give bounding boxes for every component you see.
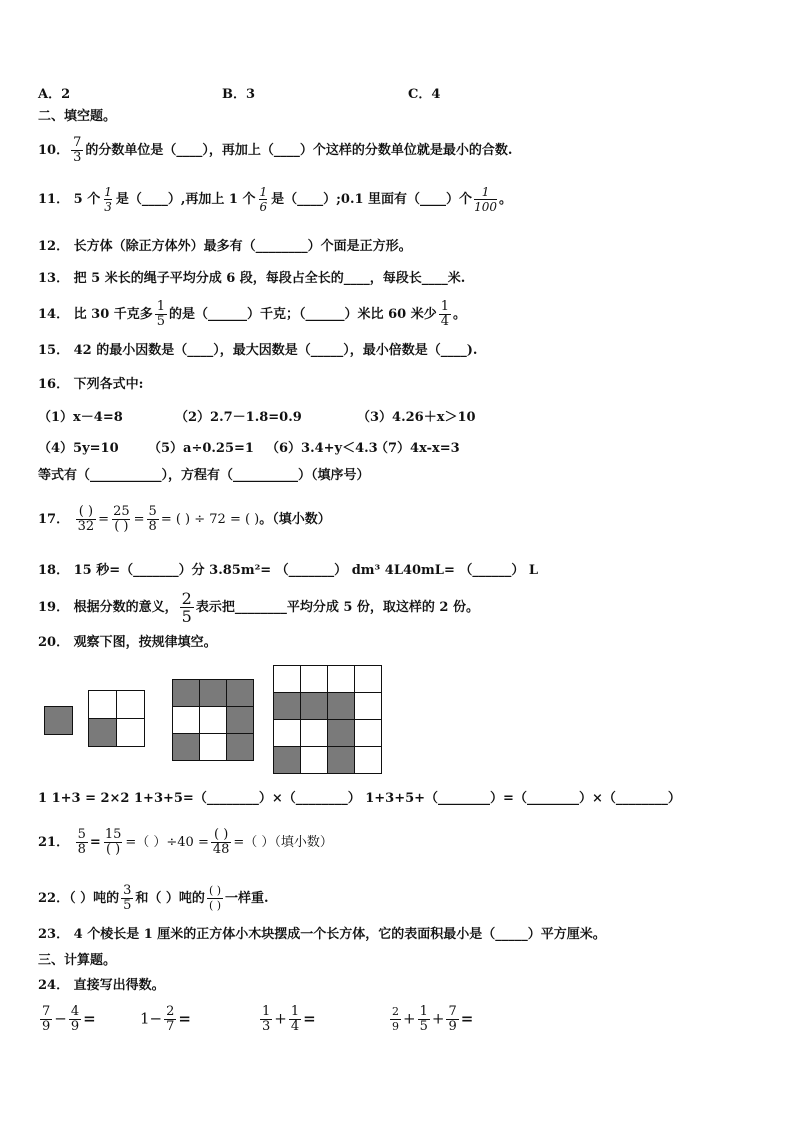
q22-fraction-1: $\frac{3}{5}$	[123, 883, 132, 913]
calc-expression-4: $\frac{2}{9}$ + $\frac{1}{5}$ + $\frac{7}{9}$ =	[392, 1004, 474, 1034]
pattern-cell	[227, 707, 254, 734]
pattern-cell	[173, 707, 200, 734]
calc-fraction: $\frac{1}{3}$	[262, 1004, 271, 1034]
q16-item-2: （2）2.7－1.8=0.9	[175, 410, 302, 425]
question-17: 17． $\frac{( )}{32}$ = $\frac{25}{( )}$ = $\frac{5}{8}$ = ( ) ÷ 72 = ( )。（填小数）	[38, 504, 331, 534]
q14-fraction-1: $\frac{1}{5}$	[156, 299, 166, 329]
question-20-title: 20． 观察下图，按规律填空。	[38, 635, 217, 650]
pattern-cell	[45, 707, 73, 735]
q16-item-7: （7）4x-x=3	[375, 441, 460, 456]
calc-fraction: $\frac{2}{9}$	[392, 1005, 399, 1033]
pattern-cell	[355, 666, 382, 693]
pattern-cell	[301, 693, 328, 720]
pattern-cell	[274, 720, 301, 747]
pattern-cell	[200, 680, 227, 707]
pattern-cell	[117, 691, 145, 719]
question-24: 24． 直接写出得数。	[38, 978, 165, 993]
pattern-cell	[328, 693, 355, 720]
q16-item-4: （4）5y=10	[38, 441, 119, 456]
question-14: 14． 比 30 千克多 $\frac{1}{5}$ 的是（______）千克；（______）米比 60 米少 $\frac{1}{4}$ 。	[38, 299, 466, 329]
calc-expression-3: $\frac{1}{3}$ + $\frac{1}{4}$ =	[262, 1004, 316, 1034]
question-18: 18． 15 秒=（_______）分 3.85m²= （_______） dm³ 4L40mL= （______） L	[38, 563, 539, 578]
calc-fraction: $\frac{1}{5}$	[419, 1004, 428, 1034]
q16-answer: 等式有（___________），方程有（__________）（填序号）	[38, 468, 370, 483]
q16-item-3: （3）4.26＋x＞10	[357, 410, 476, 425]
q11-fraction-2: $\frac{1}{6}$	[259, 185, 268, 214]
pattern-cell	[89, 719, 117, 747]
question-19: 19． 根据分数的意义， $\frac{2}{5}$ 表示把________平均分成 5 份，取这样的 2 份。	[38, 589, 480, 626]
pattern-cell	[200, 734, 227, 761]
pattern-figure-3	[172, 679, 254, 761]
question-21: 21． $\frac{5}{8}$ = $\frac{15}{( )}$ =（ ）÷40 = $\frac{( )}{48}$ =（ ）（填小数）	[38, 827, 333, 857]
q22-fraction-2: $\frac{( )}{( )}$	[208, 884, 222, 912]
section-heading-calc: 三、计算题。	[38, 953, 117, 968]
q11-fraction-3: $\frac{1}{100}$	[474, 185, 497, 214]
q20-formula: 1 1+3 = 2×2 1+3+5=（________）×（________） 1+3+5+（________）=（________）×（________）	[38, 791, 681, 806]
pattern-cell	[355, 720, 382, 747]
q17-fraction-2: $\frac{25}{( )}$	[113, 504, 130, 534]
q10-text: 的分数单位是（____），再加上（____）个这样的分数单位就是最小的合数.	[85, 143, 513, 158]
pattern-cell	[274, 693, 301, 720]
q21-fraction-3: $\frac{( )}{48}$	[212, 827, 230, 857]
option-a: A．2	[38, 87, 71, 102]
question-11: 11． 5 个 $\frac{1}{3}$ 是（____）,再加上 1 个 $\frac{1}{6}$ 是（____）;0.1 里面有（____）个 $\frac{1}{100}$ 。	[38, 185, 512, 214]
q14-fraction-2: $\frac{1}{4}$	[440, 299, 449, 329]
pattern-cell	[227, 734, 254, 761]
q17-fraction-3: $\frac{5}{8}$	[148, 504, 157, 534]
pattern-figure-4	[273, 665, 382, 774]
calc-expression-2: 1− $\frac{2}{7}$ =	[140, 1004, 191, 1034]
q16-item-1: （1）x－4=8	[38, 410, 123, 425]
calc-fraction: $\frac{7}{9}$	[448, 1004, 457, 1034]
question-22: 22．（ ）吨的 $\frac{3}{5}$ 和（ ）吨的 $\frac{( )}{( )}$ 一样重.	[38, 883, 269, 913]
question-13: 13． 把 5 米长的绳子平均分成 6 段，每段占全长的____，每段长____米.	[38, 271, 466, 286]
q11-fraction-1: $\frac{1}{3}$	[104, 185, 112, 214]
pattern-cell	[200, 707, 227, 734]
q17-fraction-1: $\frac{( )}{32}$	[77, 504, 95, 534]
pattern-cell	[173, 680, 200, 707]
pattern-cell	[301, 666, 328, 693]
pattern-figure-1	[44, 706, 73, 735]
pattern-cell	[328, 720, 355, 747]
pattern-cell	[117, 719, 145, 747]
pattern-cell	[328, 747, 355, 774]
pattern-cell	[355, 747, 382, 774]
calc-fraction: $\frac{4}{9}$	[70, 1004, 80, 1034]
pattern-figure-2	[88, 690, 145, 747]
section-heading-fill: 二、填空题。	[38, 109, 117, 124]
calc-fraction: $\frac{1}{4}$	[290, 1004, 300, 1034]
question-10	[38, 136, 512, 165]
q21-fraction-1: $\frac{5}{8}$	[77, 827, 86, 857]
option-b: B．3	[222, 87, 256, 102]
question-15: 15． 42 的最小因数是（____），最大因数是（_____），最小倍数是（____).	[38, 343, 478, 358]
pattern-cell	[328, 666, 355, 693]
pattern-cell	[301, 720, 328, 747]
pattern-cell	[173, 734, 200, 761]
q10-num: 10．	[38, 143, 70, 158]
q21-fraction-2: $\frac{15}{( )}$	[104, 827, 122, 857]
pattern-cell	[89, 691, 117, 719]
calc-expression-1: $\frac{7}{9}$ − $\frac{4}{9}$ =	[42, 1004, 96, 1034]
pattern-cell	[274, 747, 301, 774]
question-12: 12． 长方体（除正方体外）最多有（________）个面是正方形。	[38, 239, 412, 254]
calc-fraction: $\frac{7}{9}$	[42, 1004, 51, 1034]
option-c: C．4	[408, 87, 441, 102]
question-16-title: 16． 下列各式中:	[38, 377, 144, 392]
question-23: 23． 4 个棱长是 1 厘米的正方体小木块摆成一个长方体，它的表面积最小是（_____）平方厘米。	[38, 927, 606, 942]
q10-fraction: $\frac{7}{3}$	[73, 135, 82, 165]
calc-fraction: $\frac{2}{7}$	[166, 1004, 175, 1034]
pattern-cell	[227, 680, 254, 707]
q16-item-5: （5）a÷0.25=1	[148, 441, 254, 456]
q16-item-6: （6）3.4+y＜4.3	[266, 441, 378, 456]
q19-fraction: $\frac{2}{5}$	[181, 589, 192, 626]
pattern-cell	[355, 693, 382, 720]
pattern-cell	[274, 666, 301, 693]
pattern-cell	[301, 747, 328, 774]
